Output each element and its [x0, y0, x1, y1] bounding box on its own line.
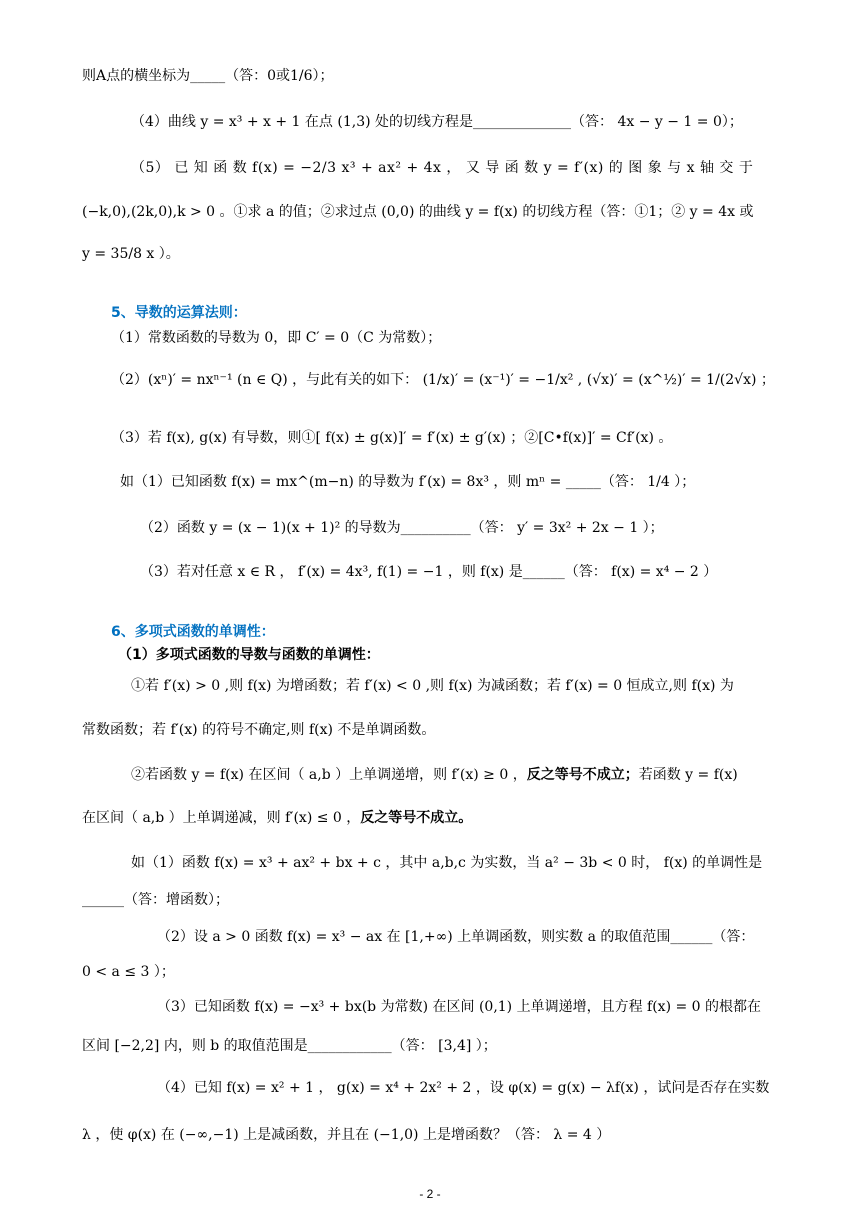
rule-2-power: （2）(xⁿ)′ = nxⁿ⁻¹ (n ∈ Q) ，与此有关的如下： (1/x)′ = (x⁻¹)′ = −1/x² , (√x)′ = (x^½)′ = 1/(2√x) ；	[111, 372, 775, 388]
mono-example-2: （2）设 a > 0 函数 f(x) = x³ − ax 在 [1,+∞) 上单调函数，则实数 a 的取值范围______（答：	[157, 929, 755, 945]
example-1: 如（1）已知函数 f(x) = mx^(m−n) 的导数为 f′(x) = 8x³ ，则 mⁿ = _____（答： 1/4 ）；	[120, 474, 696, 490]
mono-rule-1-cont: 常数函数；若 f′(x) 的符号不确定,则 f(x) 不是单调函数。	[82, 722, 436, 738]
line-q5-answer: y = 35/8 x ）。	[82, 246, 180, 262]
rule-3-sum-product: （3）若 f(x), g(x) 有导数，则①[ f(x) ± g(x)]′ = f′(x) ± g′(x) ；②[C•f(x)]′ = Cf′(x) 。	[111, 430, 673, 446]
section-5-title: 5、导数的运算法则：	[111, 305, 247, 321]
mono-rule-2-emphasis: 反之等号不成立；	[526, 767, 639, 783]
section-6-subtitle: （1）多项式函数的导数与函数的单调性：	[118, 647, 380, 663]
mono-example-1-cont: ______（答：增函数）；	[82, 892, 229, 908]
section-6-title: 6、多项式函数的单调性：	[111, 624, 275, 640]
mono-rule-1: ①若 f′(x) > 0 ,则 f(x) 为增函数；若 f′(x) < 0 ,则 f(x) 为减函数；若 f′(x) = 0 恒成立,则 f(x) 为	[131, 678, 734, 694]
line-q5-tasks: (−k,0),(2k,0),k > 0 。①求 a 的值；②求过点 (0,0) 的曲线 y = f(x) 的切线方程（答：①1；② y = 4x 或	[82, 204, 754, 220]
mono-example-3: （3）已知函数 f(x) = −x³ + bx(b 为常数) 在区间 (0,1) 上单调递增，且方程 f(x) = 0 的根都在	[157, 999, 762, 1015]
mono-rule-2-cont-emphasis: 反之等号不成立。	[360, 810, 473, 826]
line-q4-tangent: （4）曲线 y = x³ + x + 1 在点 (1,3) 处的切线方程是______________（答： 4x − y − 1 = 0）；	[131, 114, 743, 130]
mono-rule-2-cont	[82, 808, 472, 828]
mono-example-3-cont: 区间 [−2,2] 内，则 b 的取值范围是____________（答： [3,4] ）；	[82, 1038, 497, 1054]
mono-example-2-cont: 0 < a ≤ 3 ）；	[82, 964, 175, 980]
mono-example-4-cont: λ ，使 φ(x) 在 (−∞,−1) 上是减函数，并且在 (−1,0) 上是增函数？（答： λ = 4 ）	[82, 1127, 611, 1143]
example-3: （3）若对任意 x ∈ R ， f′(x) = 4x³, f(1) = −1 ，则 f(x) 是______（答： f(x) = x⁴ − 2 ）	[140, 564, 718, 580]
rule-1-constant: （1）常数函数的导数为 0，即 C′ = 0（C 为常数）；	[111, 330, 442, 346]
mono-rule-2-part-a: ②若函数 y = f(x) 在区间（ a,b ）上单调递增，则 f′(x) ≥ 0 ，	[131, 767, 527, 783]
page-number: - 2 -	[419, 1187, 441, 1201]
line-answer-a-abscissa: 则A点的横坐标为_____（答：0或1/6）；	[82, 68, 334, 84]
example-2: （2）函数 y = (x − 1)(x + 1)² 的导数为__________（答： y′ = 3x² + 2x − 1 ）；	[140, 520, 664, 536]
mono-example-4: （4）已知 f(x) = x² + 1 ， g(x) = x⁴ + 2x² + 2 ，设 φ(x) = g(x) − λf(x) ，试问是否存在实数	[157, 1080, 770, 1096]
mono-rule-2-part-c: 若函数 y = f(x)	[638, 767, 738, 783]
line-q5-function: （5） 已 知 函 数 f(x) = −2/3 x³ + ax² + 4x ， 又 导 函 数 y = f′(x) 的 图 象 与 x 轴 交 于	[131, 160, 754, 176]
mono-example-1: 如（1）函数 f(x) = x³ + ax² + bx + c ，其中 a,b,c 为实数，当 a² − 3b < 0 时， f(x) 的单调性是	[131, 855, 763, 871]
mono-rule-2-cont-a: 在区间（ a,b ）上单调递减，则 f′(x) ≤ 0 ，	[82, 810, 361, 826]
mono-rule-2	[131, 765, 738, 785]
